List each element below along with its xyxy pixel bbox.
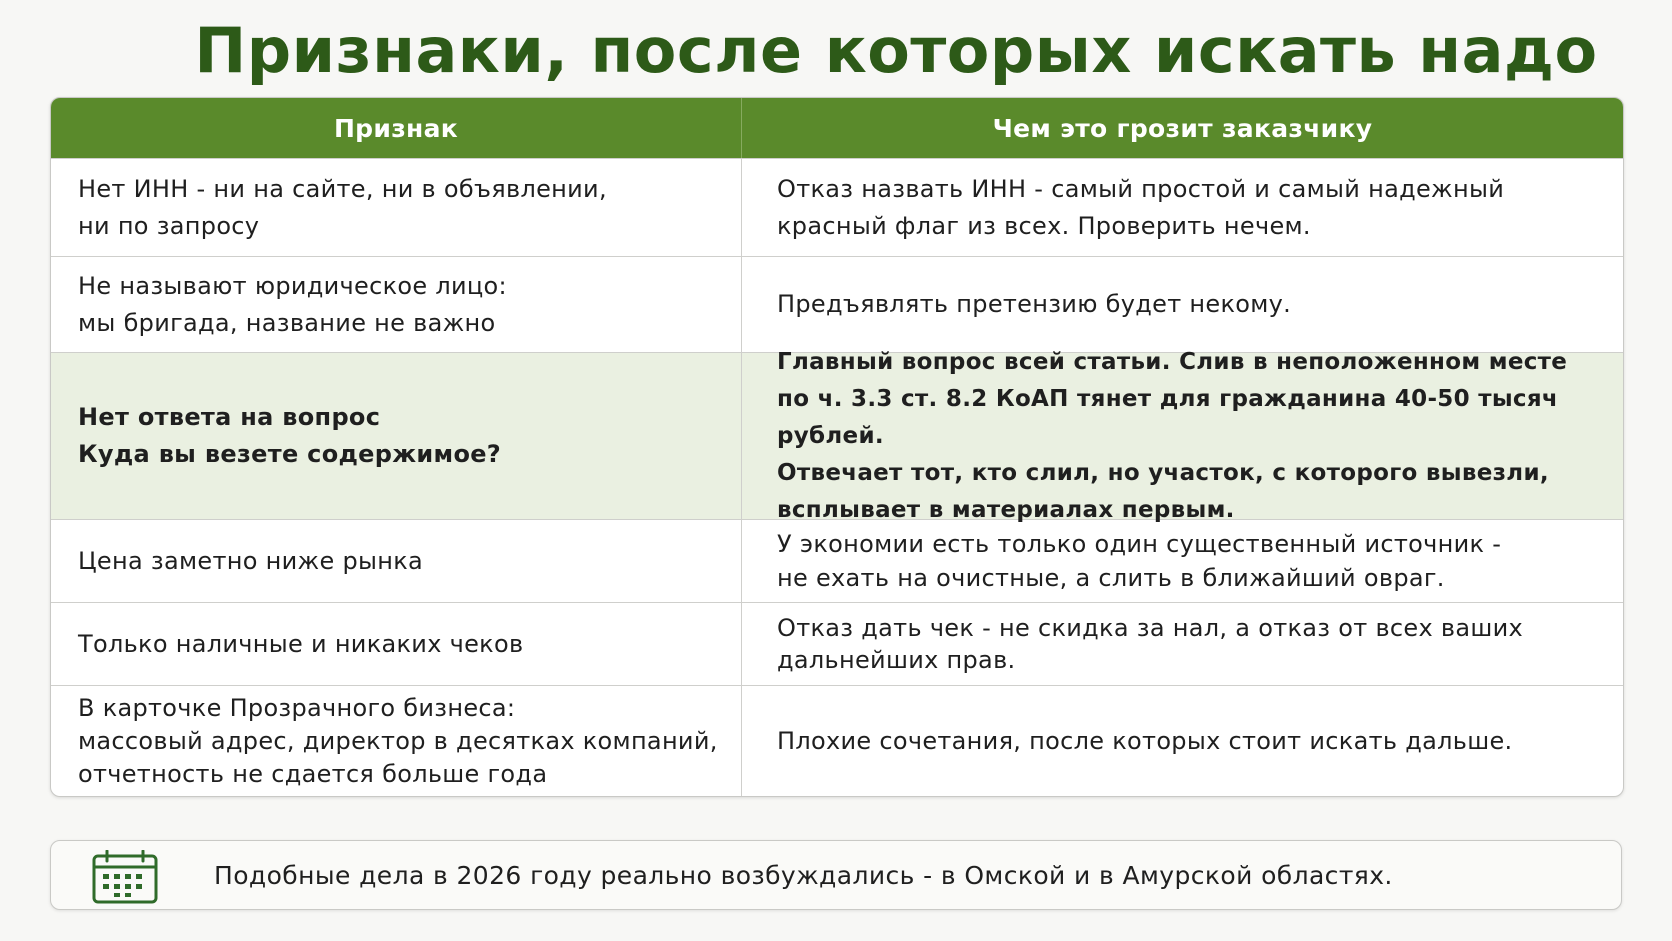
- sign-text: Цена заметно ниже рынка: [78, 546, 424, 575]
- footnote-box: [50, 840, 1622, 910]
- threat-cell: [742, 257, 1623, 352]
- sign-cell: [51, 159, 742, 256]
- sign-text: Не называют юридическое лицо: мы бригада, название не важно: [78, 271, 507, 337]
- threat-text: Предъявлять претензию будет некому.: [777, 290, 1292, 318]
- table-row: [51, 685, 1623, 796]
- signs-table: [50, 97, 1624, 797]
- threat-cell: [742, 686, 1623, 796]
- footnote-text: Подобные дела в 2026 году реально возбуждались - в Омской и в Амурской областях.: [214, 861, 1393, 890]
- threat-cell: [742, 159, 1623, 256]
- sign-text: Только наличные и никаких чеков: [78, 629, 524, 658]
- sign-cell: [51, 520, 742, 602]
- sign-cell: [51, 257, 742, 352]
- sign-text: Нет ИНН - ни на сайте, ни в объявлении, ни по запросу: [78, 174, 607, 240]
- sign-text: В карточке Прозрачного бизнеса: массовый адрес, директор в десятках компаний, отчетность не сдается больше года: [78, 693, 718, 788]
- header-threat: Чем это грозит заказчику: [992, 113, 1373, 143]
- threat-text: Главный вопрос всей статьи. Слив в неположенном месте по ч. 3.3 ст. 8.2 КоАП тянет для гражданина 40-50 тысяч рублей. Отвечает тот, кто слил, но участок, с которого вывезли, всплывает в материалах первым.: [777, 348, 1568, 523]
- table-row: [51, 602, 1623, 685]
- sign-cell: [51, 353, 742, 519]
- threat-text: Отказ назвать ИНН - самый простой и самый надежный красный флаг из всех. Проверить нечем.: [777, 174, 1505, 240]
- sign-text: Нет ответа на вопрос Куда вы везете содержимое?: [78, 403, 502, 468]
- threat-text: У экономии есть только один существенный источник - не ехать на очистные, а слить в ближайший овраг.: [777, 530, 1502, 592]
- table-row: [51, 158, 1623, 256]
- table-row: [51, 256, 1623, 352]
- threat-cell: [742, 603, 1623, 685]
- table-header: [51, 98, 1623, 158]
- page-title: Признаки, после которых искать надо: [194, 14, 1598, 87]
- threat-cell: [742, 348, 1623, 523]
- table-row-highlighted: [51, 348, 1623, 523]
- threat-text: Отказ дать чек - не скидка за нал, а отказ от всех ваших дальнейших прав.: [777, 614, 1524, 674]
- header-sign: Признак: [51, 98, 742, 158]
- sign-cell: [51, 603, 742, 685]
- table-row: [51, 519, 1623, 602]
- sign-cell: [51, 686, 742, 796]
- calendar-icon: [91, 850, 159, 904]
- threat-cell: [742, 520, 1623, 602]
- threat-text: Плохие сочетания, после которых стоит искать дальше.: [777, 726, 1513, 755]
